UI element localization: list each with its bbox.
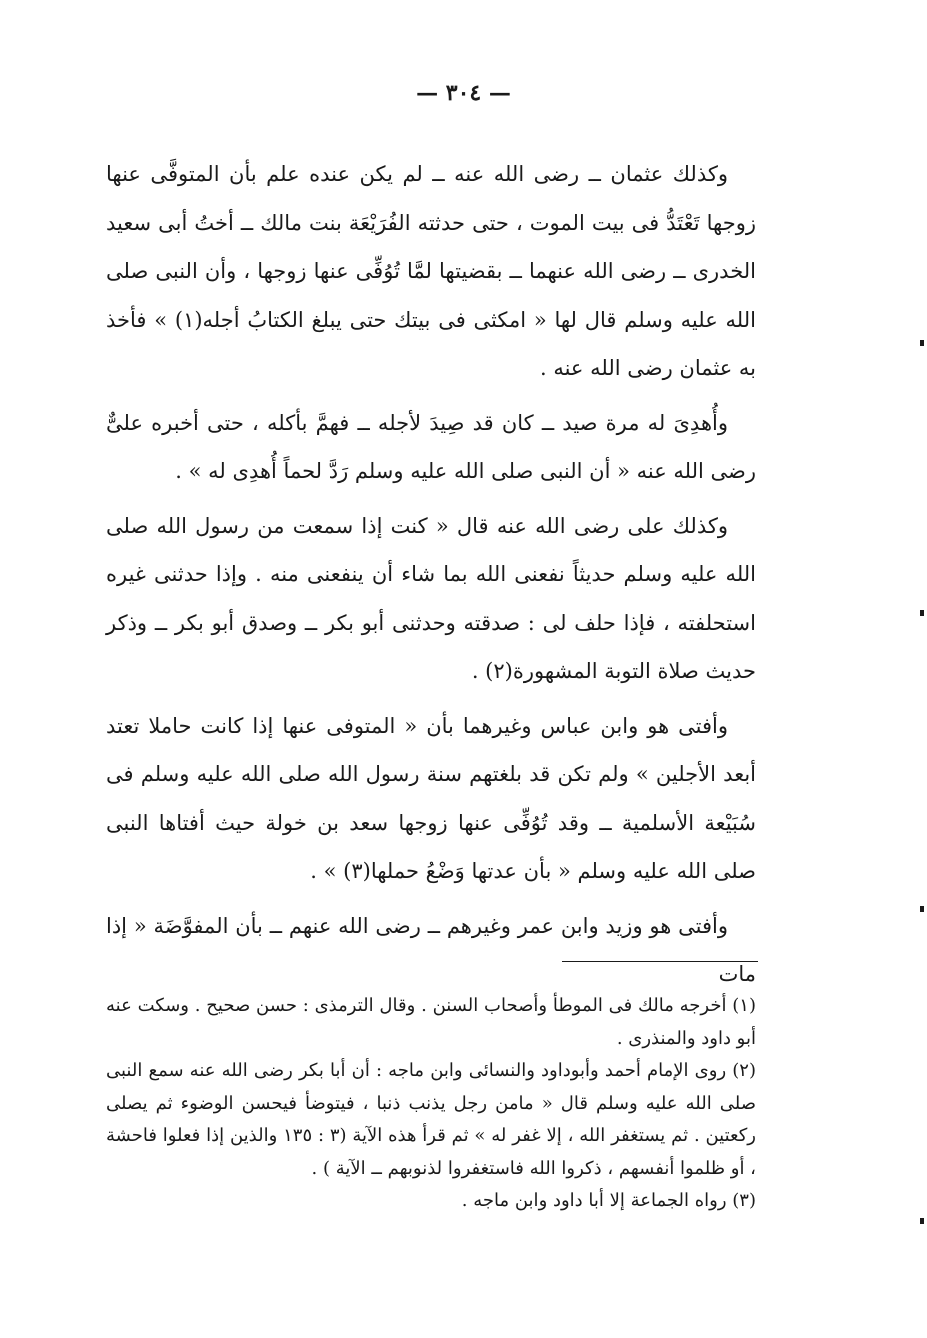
page-number: — ٣٠٤ —	[416, 80, 511, 106]
main-text	[106, 150, 756, 1005]
paragraph-mufawwada: وأفتى هو وزيد وابن عمر وغيرهم ــ رضى الله عنهم ــ بأن المفوَّضَة « إذا مات	[106, 913, 756, 986]
margin-mark	[920, 340, 924, 346]
footnote-2: (٢) روى الإمام أحمد وأبوداود والنسائى وابن ماجه : أن أبا بكر رضى الله عنه سمع النبى صلى الله عليه وسلم قال « مامن رجل يذنب ذنبا ، فيتوضأ فيحسن الوضوء ثم يصلى ركعتين . ثم يستغفر الله ، إلا غفر له » ثم قرأ هذه الآية (٣ : ١٣٥ والذين إذا فعلوا فاحشة ، أو ظلموا أنفسهم ، ذكروا الله فاستغفروا لذنوبهم ــ الآية ) .	[106, 1060, 756, 1179]
footnote-3: (٣) رواه الجماعة إلا أبا داود وابن ماجه .	[461, 1190, 756, 1211]
footnote-1: (١) أخرجه مالك فى الموطأ وأصحاب السنن . وقال الترمذى : حسن صحيح . وسكت عنه أبو داود والمنذرى .	[106, 995, 756, 1049]
paragraph-uthman: وكذلك عثمان ــ رضى الله عنه ــ لم يكن عنده علم بأن المتوفَّى عنها زوجها تَعْتَدُّ فى بيت الموت ، حتى حدثته الفُرَيْعَة بنت مالك ــ أختُ أبى سعيد الخدرى ــ رضى الله عنهما ــ بقضيتها لمَّا تُوُفِّى عنها زوجها ، وأن النبى صلى الله عليه وسلم قال لها « امكثى فى بيتك حتى يبلغ الكتابُ أجله(١) » فأخذ به عثمان رضى الله عنه .	[106, 162, 756, 380]
paragraph-pregnant-widow: وأفتى هو وابن عباس وغيرهما بأن « المتوفى عنها إذا كانت حاملا تعتد أبعد الأجلين » ولم تكن قد بلغتهم سنة رسول الله صلى الله عليه وسلم فى سُبَيْعة الأسلمية ــ وقد تُوُفِّى عنها زوجها سعد بن خولة حيث أفتاها النبى صلى الله عليه وسلم « بأن عدتها وَضْعُ حملها(٣) » .	[106, 713, 756, 883]
footnotes	[106, 990, 756, 1218]
footnote-separator	[562, 961, 758, 962]
margin-mark	[920, 906, 924, 912]
paragraph-hunt-gift: وأُهدِىَ له مرة صيد ــ كان قد صِيدَ لأجله ــ فهمَّ بأكله ، حتى أخبره علىٌّ رضى الله عنه « أن النبى صلى الله عليه وسلم رَدَّ لحماً أُهدِى له » .	[106, 410, 756, 483]
margin-mark	[920, 610, 924, 616]
paragraph-ali: وكذلك على رضى الله عنه قال « كنت إذا سمعت من رسول الله صلى الله عليه وسلم حديثاً نفعنى الله بما شاء أن ينفعنى منه . وإذا حدثنى غيره استحلفته ، فإذا حلف لى : صدقته وحدثنى أبو بكر ــ وصدق أبو بكر ــ وذكر حديث صلاة التوبة المشهورة(٢) .	[106, 513, 756, 683]
margin-mark	[920, 1218, 924, 1224]
